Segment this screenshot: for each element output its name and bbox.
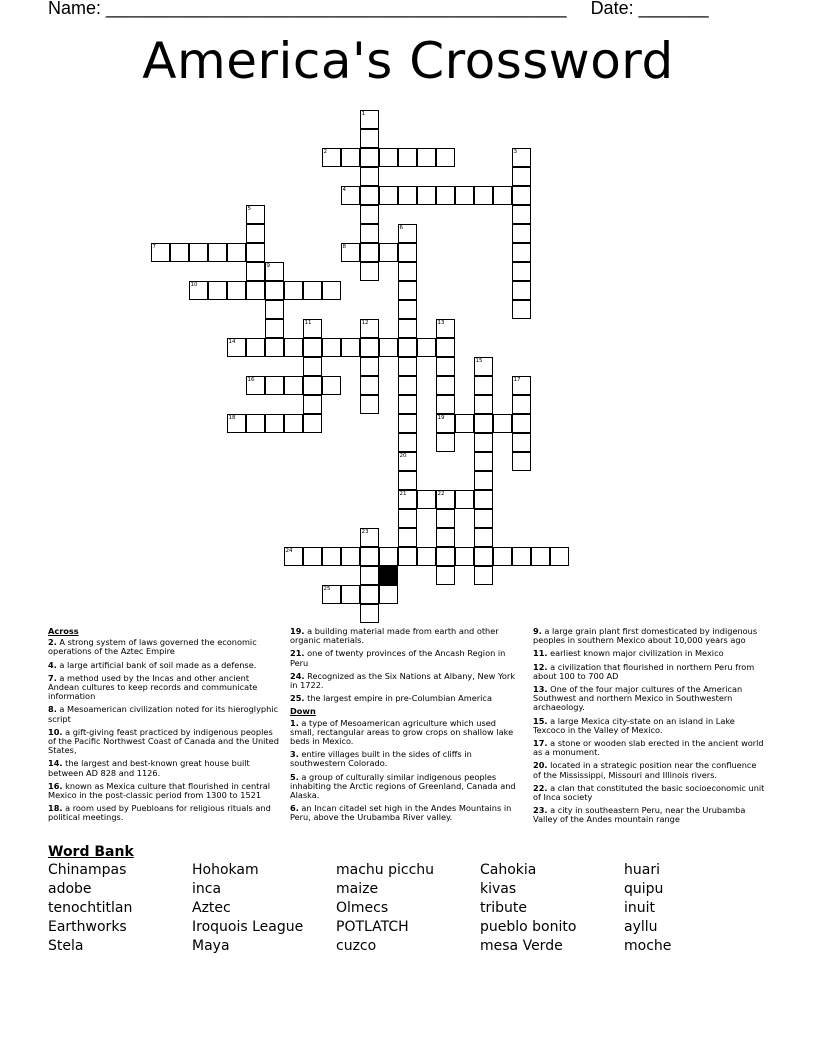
clue-item xyxy=(533,806,765,824)
clue-number-label: 12. xyxy=(533,661,548,672)
clue-item xyxy=(48,804,280,822)
grid-cell[interactable] xyxy=(417,547,436,566)
grid-cell[interactable] xyxy=(398,186,417,205)
word-bank-item: tribute xyxy=(480,900,527,916)
grid-cell[interactable] xyxy=(284,281,303,300)
clue-number-label: 17. xyxy=(533,738,548,749)
grid-cell[interactable] xyxy=(189,243,208,262)
grid-cell[interactable] xyxy=(436,433,455,452)
clue-number-label: 25. xyxy=(290,693,305,704)
clue-item xyxy=(48,782,280,800)
grid-cell[interactable] xyxy=(436,395,455,414)
grid-cell[interactable] xyxy=(341,585,360,604)
grid-cell[interactable] xyxy=(550,547,569,566)
clue-number: 2 xyxy=(323,149,327,155)
clue-item xyxy=(48,728,280,756)
grid-cell[interactable] xyxy=(493,186,512,205)
grid-cell[interactable] xyxy=(512,414,531,433)
clue-number: 12 xyxy=(361,320,369,326)
grid-cell[interactable] xyxy=(360,357,379,376)
grid-cell[interactable] xyxy=(227,243,246,262)
name-date-header xyxy=(48,0,768,19)
clue-item xyxy=(290,627,522,645)
clue-number: 23 xyxy=(361,529,369,535)
clue-number: 24 xyxy=(285,548,293,554)
word-bank-item: kivas xyxy=(480,881,517,897)
clue-number: 16 xyxy=(247,377,255,383)
clue-text: a large artificial bank of soil made as a defense. xyxy=(56,659,257,670)
clue-number: 13 xyxy=(437,320,445,326)
clue-item xyxy=(533,784,765,802)
clue-text: a building material made from earth and other organic materials. xyxy=(290,626,499,646)
grid-cell[interactable] xyxy=(398,471,417,490)
clue-item xyxy=(290,773,522,801)
clues-column-1 xyxy=(48,627,280,827)
clue-item xyxy=(290,649,522,667)
clue-item xyxy=(48,759,280,777)
word-bank-item: Aztec xyxy=(192,900,231,916)
clue-text: a type of Mesoamerican agriculture which used small, rectangular areas to grow crops on shallow lake beds in Mexico. xyxy=(290,717,514,747)
grid-cell[interactable] xyxy=(284,376,303,395)
grid-cell[interactable] xyxy=(398,338,417,357)
word-bank-item: quipu xyxy=(624,881,664,897)
clue-number-label: 6. xyxy=(290,803,299,814)
grid-cell[interactable] xyxy=(512,224,531,243)
clues-column-2 xyxy=(290,627,522,827)
grid-cell[interactable] xyxy=(303,376,322,395)
clue-item xyxy=(290,719,522,747)
grid-cell[interactable] xyxy=(360,585,379,604)
clue-text: the largest empire in pre-Columbian America xyxy=(304,693,492,704)
grid-cell[interactable] xyxy=(436,547,455,566)
grid-cell[interactable] xyxy=(474,376,493,395)
grid-cell[interactable] xyxy=(512,300,531,319)
clue-text: known as Mexica culture that flourished in central Mexico in the post-classic period from 1300 to 1521 xyxy=(48,780,271,801)
grid-cell[interactable] xyxy=(512,433,531,452)
clue-text: a room used by Puebloans for religious rituals and political meetings. xyxy=(48,803,271,823)
grid-cell[interactable] xyxy=(322,338,341,357)
word-bank-item: Cahokia xyxy=(480,862,537,878)
clue-number: 18 xyxy=(228,415,236,421)
clue-text: a group of culturally similar indigenous peoples inhabiting the Arctic regions of Greenland, Canada and Alaska. xyxy=(290,771,516,801)
clue-number-label: 15. xyxy=(533,715,548,726)
clue-text: a gift-giving feast practiced by indigenous peoples of the Pacific Northwest Coast of Canada and the United States, xyxy=(48,726,279,756)
clue-text: entire villages built in the sides of cliffs in southwestern Colorado. xyxy=(290,749,472,769)
clue-number: 4 xyxy=(342,187,346,193)
grid-cell[interactable] xyxy=(265,300,284,319)
clue-item xyxy=(533,649,765,658)
clue-number-label: 2. xyxy=(48,637,57,648)
grid-cell[interactable] xyxy=(360,395,379,414)
clue-text: a city in southeastern Peru, near the Urubamba Valley of the Andes mountain range xyxy=(533,805,746,825)
clue-text: A strong system of laws governed the economic operations of the Aztec Empire xyxy=(48,637,257,657)
clue-text: an Incan citadel set high in the Andes Mountains in Peru, above the Urubamba River valley. xyxy=(290,803,512,823)
grid-cell[interactable] xyxy=(303,338,322,357)
grid-cell[interactable] xyxy=(474,452,493,471)
word-bank-item: Olmecs xyxy=(336,900,389,916)
grid-cell[interactable] xyxy=(360,129,379,148)
grid-cell[interactable] xyxy=(246,281,265,300)
clue-number: 1 xyxy=(361,111,365,117)
grid-cell[interactable] xyxy=(493,547,512,566)
grid-cell[interactable] xyxy=(379,243,398,262)
clue-text: Recognized as the Six Nations at Albany, New York in 1722. xyxy=(290,670,515,691)
clue-item xyxy=(290,750,522,768)
clue-number: 22 xyxy=(437,491,445,497)
grid-cell[interactable] xyxy=(341,148,360,167)
black-cell xyxy=(379,566,398,585)
grid-cell[interactable] xyxy=(531,547,550,566)
grid-cell[interactable] xyxy=(398,433,417,452)
clue-number-label: 8. xyxy=(48,704,57,715)
clue-text: the largest and best-known great house built between AD 828 and 1126. xyxy=(48,758,250,778)
grid-cell[interactable] xyxy=(360,224,379,243)
clue-item xyxy=(48,674,280,702)
clue-item xyxy=(533,761,765,779)
word-bank-item: mesa Verde xyxy=(480,938,563,954)
date-line[interactable]: _______ xyxy=(638,0,709,18)
word-bank xyxy=(48,862,768,957)
grid-cell[interactable] xyxy=(436,357,455,376)
clue-text: located in a strategic position near the confluence of the Mississippi, Missouri and Illinois rivers. xyxy=(533,760,757,780)
word-bank-item: Chinampas xyxy=(48,862,127,878)
clue-number-label: 14. xyxy=(48,758,63,769)
clue-number-label: 1. xyxy=(290,717,299,728)
grid-cell[interactable] xyxy=(303,357,322,376)
word-bank-item: moche xyxy=(624,938,672,954)
clue-number: 3 xyxy=(513,149,517,155)
clue-number: 6 xyxy=(399,225,403,231)
word-bank-item: cuzco xyxy=(336,938,377,954)
word-bank-item: machu picchu xyxy=(336,862,435,878)
grid-cell[interactable] xyxy=(360,566,379,585)
clue-item xyxy=(290,804,522,822)
clue-text: a clan that constituted the basic socioeconomic unit of Inca society xyxy=(533,782,765,803)
grid-cell[interactable] xyxy=(341,338,360,357)
word-bank-item: maize xyxy=(336,881,379,897)
clue-number: 10 xyxy=(190,282,198,288)
grid-cell[interactable] xyxy=(417,186,436,205)
grid-cell[interactable] xyxy=(436,566,455,585)
clue-item xyxy=(533,663,765,681)
grid-cell[interactable] xyxy=(512,243,531,262)
clue-number-label: 24. xyxy=(290,670,305,681)
clue-item xyxy=(48,705,280,723)
clue-number: 15 xyxy=(475,358,483,364)
grid-cell[interactable] xyxy=(379,585,398,604)
grid-cell[interactable] xyxy=(512,395,531,414)
clue-item xyxy=(533,685,765,713)
grid-cell[interactable] xyxy=(303,395,322,414)
grid-cell[interactable] xyxy=(398,357,417,376)
grid-cell[interactable] xyxy=(322,547,341,566)
grid-cell[interactable] xyxy=(474,490,493,509)
clue-item xyxy=(533,627,765,645)
grid-cell[interactable] xyxy=(474,414,493,433)
grid-cell[interactable] xyxy=(208,243,227,262)
grid-cell[interactable] xyxy=(246,243,265,262)
clue-number-label: 13. xyxy=(533,684,548,695)
clue-number: 20 xyxy=(399,453,407,459)
clue-number-label: 9. xyxy=(533,626,542,636)
word-bank-item: Maya xyxy=(192,938,230,954)
clue-text: a civilization that flourished in northern Peru from about 100 to 700 AD xyxy=(533,661,755,681)
clue-number: 8 xyxy=(342,244,346,250)
grid-cell[interactable] xyxy=(474,547,493,566)
grid-cell[interactable] xyxy=(360,205,379,224)
grid-cell[interactable] xyxy=(417,338,436,357)
grid-cell[interactable] xyxy=(455,414,474,433)
grid-cell[interactable] xyxy=(436,186,455,205)
clue-item xyxy=(48,661,280,670)
clue-text: a stone or wooden slab erected in the ancient world as a monument. xyxy=(533,738,764,758)
word-bank-item: inca xyxy=(192,881,222,897)
grid-cell[interactable] xyxy=(398,395,417,414)
grid-cell[interactable] xyxy=(246,262,265,281)
grid-cell[interactable] xyxy=(493,414,512,433)
clue-text: a Mesoamerican civilization noted for its hieroglyphic script xyxy=(48,704,279,724)
grid-cell[interactable] xyxy=(379,338,398,357)
grid-cell[interactable] xyxy=(265,376,284,395)
grid-cell[interactable] xyxy=(455,547,474,566)
clue-number: 19 xyxy=(437,415,445,421)
grid-cell[interactable] xyxy=(265,319,284,338)
grid-cell[interactable] xyxy=(284,414,303,433)
grid-cell[interactable] xyxy=(436,376,455,395)
grid-cell[interactable] xyxy=(436,338,455,357)
grid-cell[interactable] xyxy=(474,471,493,490)
grid-cell[interactable] xyxy=(436,509,455,528)
clue-number: 9 xyxy=(266,263,270,269)
grid-cell[interactable] xyxy=(360,243,379,262)
grid-cell[interactable] xyxy=(303,281,322,300)
word-bank-item: pueblo bonito xyxy=(480,919,577,935)
word-bank-item: Earthworks xyxy=(48,919,127,935)
grid-cell[interactable] xyxy=(455,186,474,205)
clue-text: a method used by the Incas and other ancient Andean cultures to keep records and communicate information xyxy=(48,672,258,702)
date-label: Date: xyxy=(590,0,634,18)
grid-cell[interactable] xyxy=(512,167,531,186)
grid-cell[interactable] xyxy=(265,281,284,300)
clue-number-label: 19. xyxy=(290,626,305,636)
clue-number: 14 xyxy=(228,339,236,345)
across-heading: Across xyxy=(48,626,79,636)
word-bank-item: Hohokam xyxy=(192,862,259,878)
grid-cell[interactable] xyxy=(246,338,265,357)
grid-cell[interactable] xyxy=(398,376,417,395)
clue-text: one of twenty provinces of the Ancash Region in Peru xyxy=(290,648,506,668)
grid-cell[interactable] xyxy=(436,148,455,167)
grid-cell[interactable] xyxy=(360,604,379,623)
clue-text: a large grain plant first domesticated by indigenous peoples in southern Mexico about 10,000 years ago xyxy=(533,626,758,646)
clue-number: 21 xyxy=(399,491,407,497)
word-bank-item: adobe xyxy=(48,881,92,897)
grid-cell[interactable] xyxy=(398,148,417,167)
grid-cell[interactable] xyxy=(398,243,417,262)
grid-cell[interactable] xyxy=(322,376,341,395)
clue-item xyxy=(533,739,765,757)
word-bank-item: inuit xyxy=(624,900,656,916)
page-title: America's Crossword xyxy=(142,32,674,90)
grid-cell[interactable] xyxy=(398,300,417,319)
clue-number-label: 18. xyxy=(48,803,63,814)
clue-text: One of the four major cultures of the American Southwest and northern Mexico in Southwestern archaeology. xyxy=(533,684,743,713)
clue-text: earliest known major civilization in Mexico xyxy=(547,648,724,659)
grid-cell[interactable] xyxy=(474,395,493,414)
clue-number-label: 5. xyxy=(290,771,299,782)
grid-cell[interactable] xyxy=(474,433,493,452)
grid-cell[interactable] xyxy=(341,547,360,566)
word-bank-item: Stela xyxy=(48,938,84,954)
grid-cell[interactable] xyxy=(512,262,531,281)
grid-cell[interactable] xyxy=(417,148,436,167)
clue-number: 11 xyxy=(304,320,312,326)
grid-cell[interactable] xyxy=(417,490,436,509)
grid-cell[interactable] xyxy=(474,186,493,205)
clue-number-label: 3. xyxy=(290,749,299,760)
clue-item xyxy=(290,694,522,703)
grid-cell[interactable] xyxy=(360,186,379,205)
grid-cell[interactable] xyxy=(398,547,417,566)
clue-text: a large Mexica city-state on an island in Lake Texcoco in the Valley of Mexico. xyxy=(533,715,735,735)
grid-cell[interactable] xyxy=(398,528,417,547)
grid-cell[interactable] xyxy=(303,547,322,566)
grid-cell[interactable] xyxy=(360,167,379,186)
clue-item xyxy=(290,672,522,690)
grid-cell[interactable] xyxy=(398,414,417,433)
name-label: Name: xyxy=(48,0,102,18)
grid-cell[interactable] xyxy=(474,528,493,547)
grid-cell[interactable] xyxy=(436,528,455,547)
grid-cell[interactable] xyxy=(398,262,417,281)
grid-cell[interactable] xyxy=(227,281,246,300)
grid-cell[interactable] xyxy=(360,376,379,395)
word-bank-item: ayllu xyxy=(624,919,658,935)
clue-number-label: 10. xyxy=(48,726,63,737)
clue-item xyxy=(48,638,280,656)
clue-number-label: 21. xyxy=(290,648,305,659)
grid-cell[interactable] xyxy=(512,452,531,471)
grid-cell[interactable] xyxy=(360,148,379,167)
grid-cell[interactable] xyxy=(379,148,398,167)
clue-number-label: 7. xyxy=(48,672,57,683)
grid-cell[interactable] xyxy=(512,186,531,205)
word-bank-item: huari xyxy=(624,862,660,878)
grid-cell[interactable] xyxy=(246,414,265,433)
grid-cell[interactable] xyxy=(379,547,398,566)
word-bank-item: tenochtitlan xyxy=(48,900,133,916)
clue-number: 17 xyxy=(513,377,521,383)
word-bank-item: Iroquois League xyxy=(192,919,304,935)
grid-cell[interactable] xyxy=(322,281,341,300)
word-bank-title: Word Bank xyxy=(48,844,134,860)
grid-cell[interactable] xyxy=(265,338,284,357)
clues-column-3 xyxy=(533,627,765,829)
grid-cell[interactable] xyxy=(360,547,379,566)
word-bank-item: POTLATCH xyxy=(336,919,409,935)
clue-number-label: 23. xyxy=(533,805,548,816)
clue-item xyxy=(533,717,765,735)
grid-cell[interactable] xyxy=(360,338,379,357)
clue-number: 5 xyxy=(247,206,251,212)
grid-cell[interactable] xyxy=(474,566,493,585)
grid-cell[interactable] xyxy=(398,319,417,338)
grid-cell[interactable] xyxy=(246,224,265,243)
down-heading: Down xyxy=(290,706,316,717)
grid-cell[interactable] xyxy=(512,205,531,224)
grid-cell[interactable] xyxy=(512,547,531,566)
clue-number: 7 xyxy=(152,244,156,250)
grid-cell[interactable] xyxy=(170,243,189,262)
clue-number-label: 20. xyxy=(533,760,548,771)
grid-cell[interactable] xyxy=(208,281,227,300)
clue-number-label: 16. xyxy=(48,780,63,791)
grid-cell[interactable] xyxy=(512,281,531,300)
grid-cell[interactable] xyxy=(303,414,322,433)
grid-cell[interactable] xyxy=(398,281,417,300)
grid-cell[interactable] xyxy=(379,186,398,205)
grid-cell[interactable] xyxy=(474,509,493,528)
grid-cell[interactable] xyxy=(455,490,474,509)
grid-cell[interactable] xyxy=(265,414,284,433)
clue-number-label: 22. xyxy=(533,782,548,793)
clue-number-label: 11. xyxy=(533,648,548,659)
grid-cell[interactable] xyxy=(360,262,379,281)
clue-number: 25 xyxy=(323,586,331,592)
name-line[interactable]: ______________________________________________ xyxy=(106,0,567,18)
grid-cell[interactable] xyxy=(284,338,303,357)
grid-cell[interactable] xyxy=(398,509,417,528)
clue-number-label: 4. xyxy=(48,659,57,670)
